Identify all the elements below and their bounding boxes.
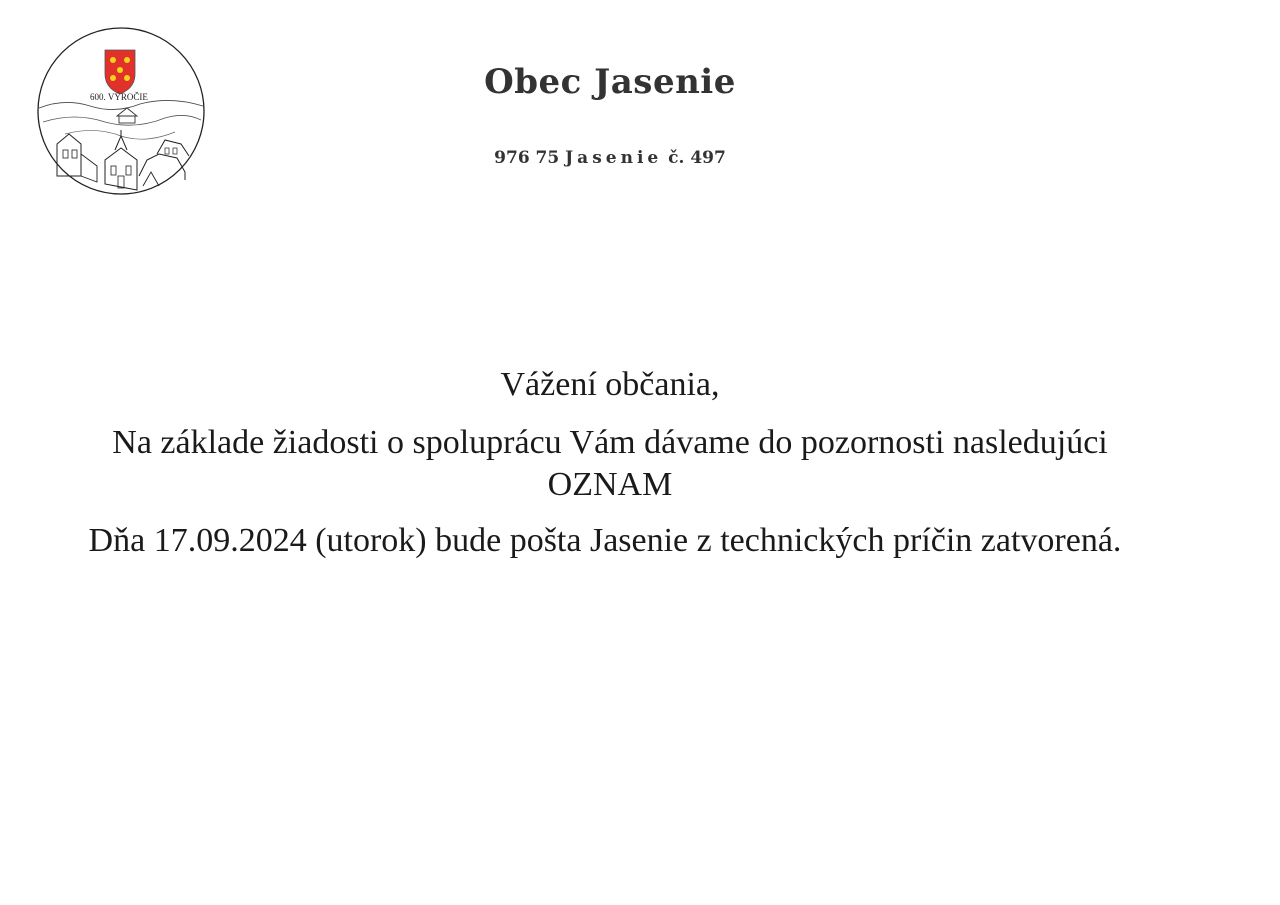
org-address [0, 148, 1220, 168]
notice-headline: OZNAM [547, 466, 673, 503]
page-title: Obec Jasenie [484, 62, 736, 102]
intro-text: Na základe žiadosti o spoluprácu Vám dávame do pozornosti nasledujúci [112, 424, 1108, 461]
notice-message: Dňa 17.09.2024 (utorok) bude pošta Jasenie z technických príčin zatvorená. [88, 522, 1122, 559]
anniversary-label: 600. VÝROČIE [90, 92, 148, 102]
municipal-logo [35, 26, 207, 196]
postal-code: 976 75 [494, 148, 560, 168]
house-number: č. 497 [668, 148, 726, 168]
town-name: Jasenie [565, 148, 663, 168]
salutation: Vážení občania, [500, 366, 720, 403]
municipal-emblem-icon [35, 26, 207, 196]
